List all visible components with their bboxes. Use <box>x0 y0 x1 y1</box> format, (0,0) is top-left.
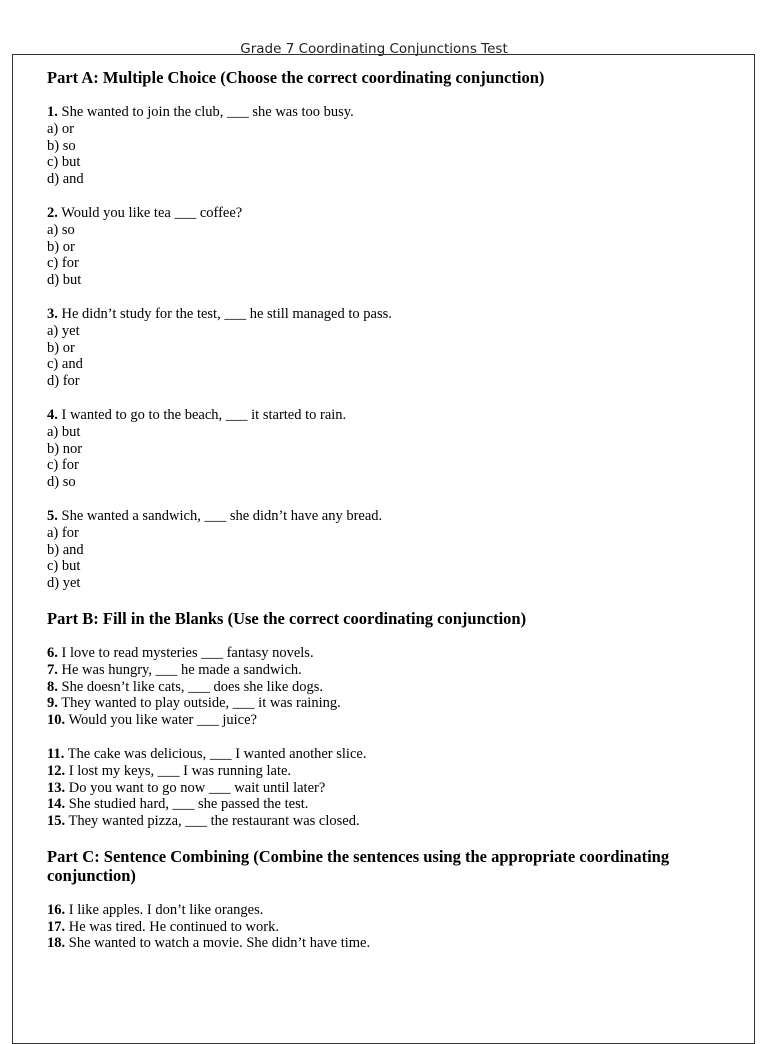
item-number: 11. <box>47 745 65 762</box>
fill-blank-item <box>47 780 737 797</box>
option-c: c) for <box>47 255 79 272</box>
question-text <box>47 205 737 222</box>
option-d: d) but <box>47 272 82 289</box>
question-text <box>47 407 737 424</box>
item-text: I lost my keys, ___ I was running late. <box>68 762 292 779</box>
item-text: She studied hard, ___ she passed the test. <box>68 796 309 813</box>
question-prompt: She wanted to join the club, ___ she was too busy. <box>61 104 354 120</box>
question-text <box>47 306 737 323</box>
sentence-combining-item <box>47 902 737 919</box>
part-c-section <box>47 847 737 952</box>
item-number: 8. <box>47 678 58 695</box>
fill-blank-item <box>47 763 737 780</box>
part-b-items-group-1 <box>47 645 737 729</box>
item-text: I love to read mysteries ___ fantasy novels. <box>61 644 314 661</box>
question-number: 4. <box>47 406 58 423</box>
question-text <box>47 508 737 525</box>
option-a: a) for <box>47 524 79 541</box>
question-number: 3. <box>47 305 58 322</box>
part-a-heading: Part A: Multiple Choice (Choose the correct coordinating conjunction) <box>47 68 545 87</box>
option-d: d) so <box>47 474 76 491</box>
item-text: They wanted pizza, ___ the restaurant was closed. <box>68 813 360 830</box>
option-a: a) but <box>47 423 81 440</box>
question-5 <box>47 508 737 592</box>
item-number: 9. <box>47 695 58 712</box>
item-number: 7. <box>47 661 58 678</box>
fill-blank-item <box>47 679 737 696</box>
question-2 <box>47 205 737 289</box>
fill-blank-item <box>47 813 737 830</box>
question-number: 1. <box>47 104 58 120</box>
option-b: b) and <box>47 541 84 558</box>
item-text: Would you like water ___ juice? <box>68 712 257 729</box>
item-number: 14. <box>47 796 66 813</box>
question-prompt: Would you like tea ___ coffee? <box>61 204 243 221</box>
option-c: c) and <box>47 356 83 373</box>
option-b: b) nor <box>47 440 83 457</box>
sentence-combining-item <box>47 919 737 936</box>
item-text: He was hungry, ___ he made a sandwich. <box>61 661 302 678</box>
sentence-combining-item <box>47 935 737 952</box>
option-b: b) or <box>47 339 75 356</box>
question-4 <box>47 407 737 491</box>
item-text: She doesn’t like cats, ___ does she like dogs. <box>61 678 324 695</box>
fill-blank-item <box>47 712 737 729</box>
item-number: 12. <box>47 762 66 779</box>
part-b-heading: Part B: Fill in the Blanks (Use the correct coordinating conjunction) <box>47 608 527 628</box>
option-b: b) or <box>47 238 75 255</box>
question-3 <box>47 306 737 390</box>
item-text: He was tired. He continued to work. <box>68 918 279 935</box>
part-c-heading: Part C: Sentence Combining (Combine the sentences using the appropriate coordinating conjunction) <box>47 846 670 885</box>
item-number: 18. <box>47 935 66 952</box>
fill-blank-item <box>47 746 737 763</box>
option-a: a) yet <box>47 322 80 339</box>
option-a: a) or <box>47 120 74 137</box>
item-number: 10. <box>47 712 66 729</box>
part-a-section <box>47 68 737 592</box>
option-d: d) and <box>47 171 84 188</box>
option-c: c) but <box>47 558 81 575</box>
part-c-items <box>47 902 737 952</box>
option-d: d) yet <box>47 575 81 592</box>
option-c: c) for <box>47 457 79 474</box>
item-text: She wanted to watch a movie. She didn’t have time. <box>68 935 371 952</box>
option-b: b) so <box>47 137 76 154</box>
item-text: The cake was delicious, ___ I wanted another slice. <box>67 745 367 762</box>
question-prompt: She wanted a sandwich, ___ she didn’t have any bread. <box>61 507 383 524</box>
fill-blank-item <box>47 695 737 712</box>
item-number: 6. <box>47 644 58 661</box>
item-number: 16. <box>47 901 66 918</box>
fill-blank-item <box>47 645 737 662</box>
fill-blank-item <box>47 796 737 813</box>
item-number: 17. <box>47 918 66 935</box>
option-a: a) so <box>47 221 75 238</box>
option-c: c) but <box>47 154 81 171</box>
item-number: 13. <box>47 779 66 796</box>
item-text: Do you want to go now ___ wait until later? <box>68 779 326 796</box>
question-number: 2. <box>47 204 58 221</box>
question-number: 5. <box>47 507 58 524</box>
part-b-items-group-2 <box>47 746 737 830</box>
question-prompt: I wanted to go to the beach, ___ it started to rain. <box>61 406 347 423</box>
option-d: d) for <box>47 373 80 390</box>
document-header: Grade 7 Coordinating Conjunctions Test <box>240 41 508 57</box>
item-text: They wanted to play outside, ___ it was raining. <box>61 695 341 712</box>
part-b-section <box>47 609 737 830</box>
question-1 <box>47 104 737 188</box>
test-content <box>47 68 737 952</box>
question-text <box>47 104 737 121</box>
question-prompt: He didn’t study for the test, ___ he still managed to pass. <box>61 305 392 322</box>
item-number: 15. <box>47 813 66 830</box>
fill-blank-item <box>47 662 737 679</box>
item-text: I like apples. I don’t like oranges. <box>68 901 264 918</box>
